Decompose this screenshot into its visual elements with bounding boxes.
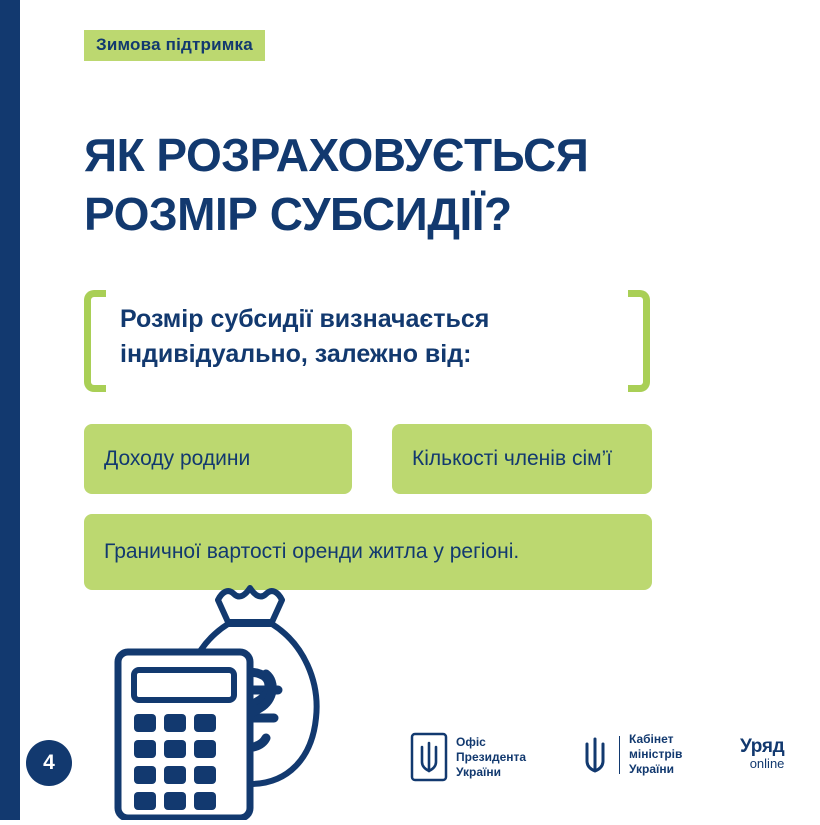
footer-logos bbox=[410, 726, 800, 796]
page-number-badge: 4 bbox=[26, 740, 72, 786]
list-item-label: Кількості членів сім’ї bbox=[412, 446, 613, 470]
logo-office-of-the-president bbox=[410, 732, 526, 782]
logo-line-3: України bbox=[456, 764, 502, 779]
list-item bbox=[392, 424, 652, 494]
logo-line-1: Кабінет bbox=[629, 732, 674, 746]
list-item-label: Граничної вартості оренди житла у регіоні. bbox=[104, 539, 520, 563]
tryzub-icon bbox=[580, 733, 610, 777]
topic-tag: Зимова підтримка bbox=[84, 30, 265, 61]
logo-line-1: Офіс bbox=[456, 734, 486, 749]
logo-line-2: Президента bbox=[456, 749, 527, 764]
list-item bbox=[84, 424, 352, 494]
bracket-right-icon bbox=[628, 290, 650, 392]
logo-line-3: України bbox=[629, 762, 675, 776]
logo-divider bbox=[619, 736, 620, 774]
page-title: ЯК РОЗРАХОВУЄТЬСЯ РОЗМІР СУБСИДІЇ? bbox=[84, 129, 589, 240]
logo-line-2: міністрів bbox=[629, 747, 683, 761]
callout-text: Розмір субсидії визначається індивідуально, залежно від: bbox=[120, 305, 490, 368]
logo-uryad-sub: online bbox=[749, 756, 785, 771]
list-item-label: Доходу родини bbox=[104, 446, 251, 470]
callout-block bbox=[84, 290, 650, 392]
illustration-svg bbox=[100, 578, 360, 820]
logo-uryad-main: Уряд bbox=[740, 736, 785, 757]
logo-cabinet-of-ministers bbox=[580, 732, 682, 777]
logo-uryad-online bbox=[740, 736, 784, 771]
calculator-icon bbox=[118, 652, 250, 818]
bracket-left-icon bbox=[84, 290, 106, 392]
calculator-and-money-bag-illustration bbox=[100, 578, 360, 820]
left-accent-bar bbox=[0, 0, 20, 820]
tryzub-icon bbox=[410, 732, 448, 782]
